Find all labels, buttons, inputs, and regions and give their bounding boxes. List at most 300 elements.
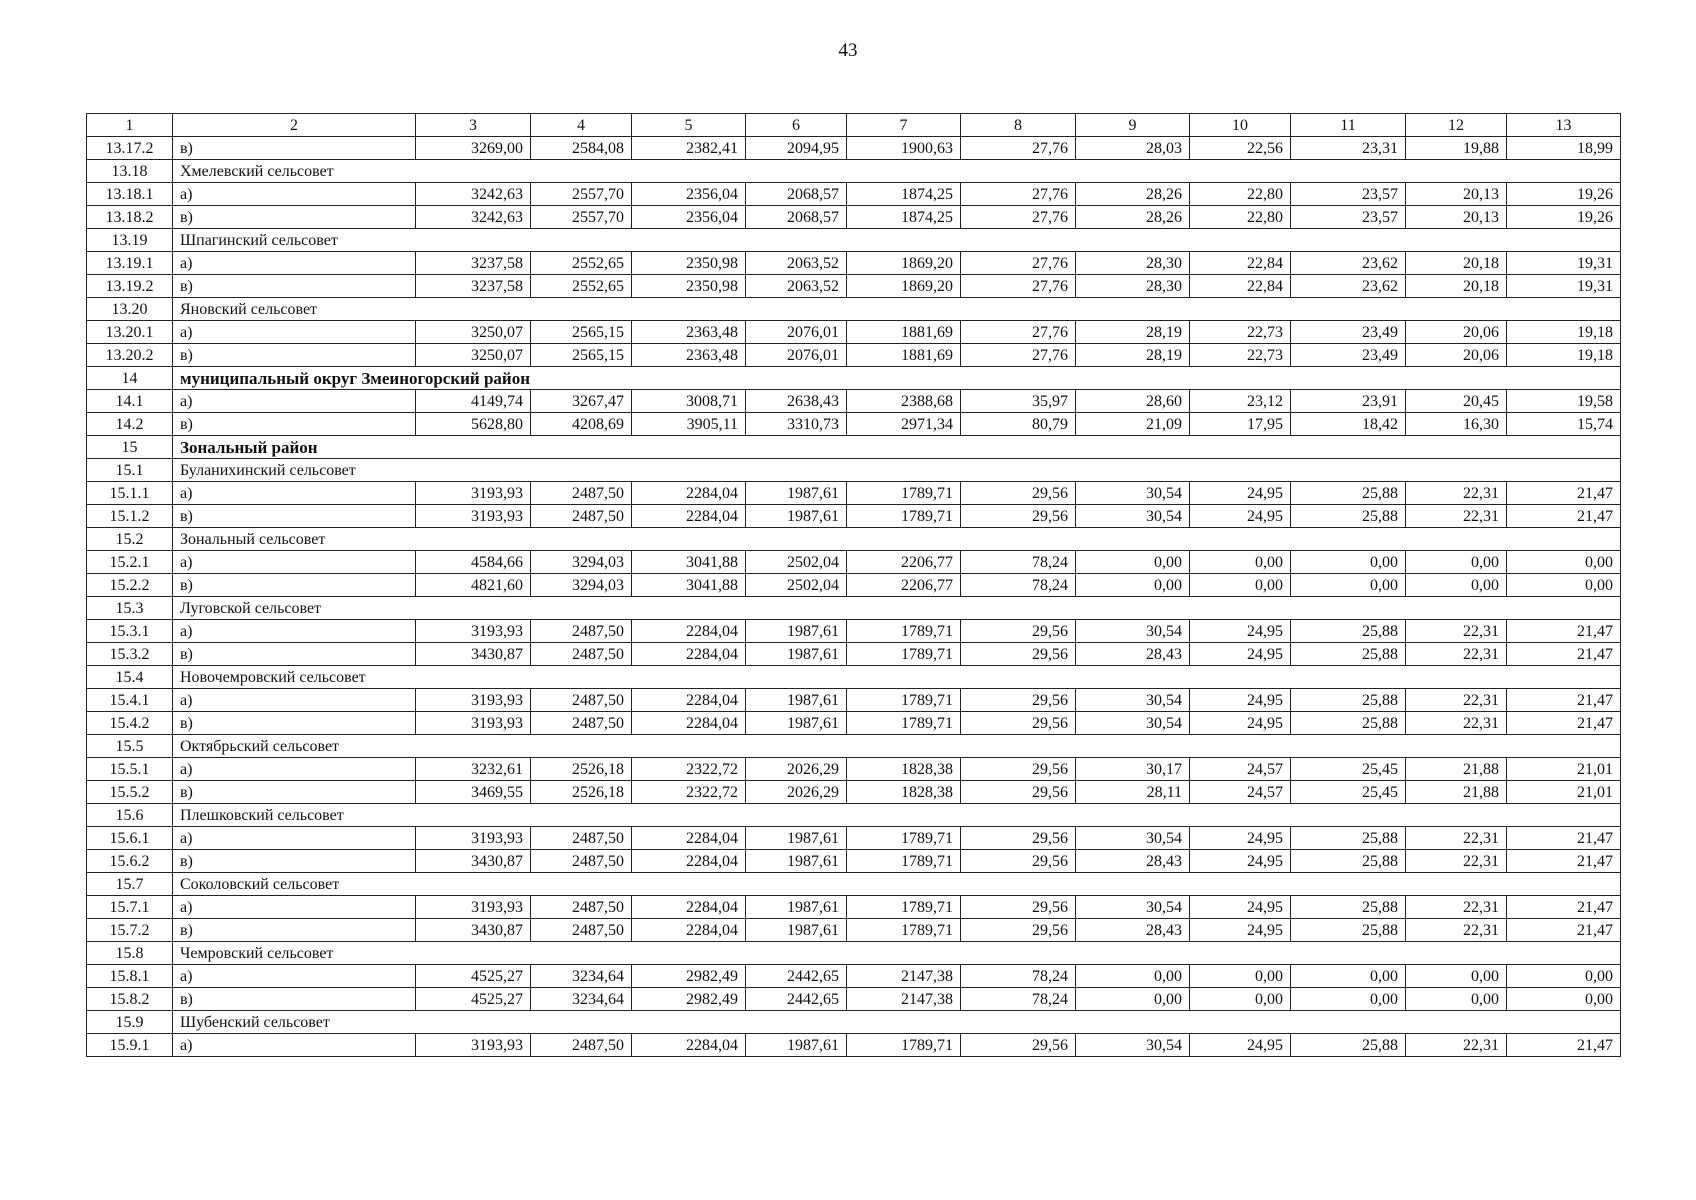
value-cell: 0,00 [1291, 988, 1406, 1011]
row-id-cell: 13.20.2 [87, 344, 173, 367]
value-cell: 3310,73 [746, 413, 847, 436]
value-cell: 0,00 [1076, 551, 1190, 574]
value-cell: 20,13 [1406, 206, 1507, 229]
row-id-cell: 15.4.2 [87, 712, 173, 735]
value-cell: 2284,04 [632, 850, 746, 873]
value-cell: 2284,04 [632, 620, 746, 643]
value-cell: 29,56 [961, 758, 1076, 781]
row-id-cell: 15.1 [87, 459, 173, 482]
row-label-cell: в) [173, 919, 416, 942]
value-cell: 19,88 [1406, 137, 1507, 160]
value-cell: 21,47 [1507, 689, 1621, 712]
value-cell: 2322,72 [632, 781, 746, 804]
value-cell: 27,76 [961, 344, 1076, 367]
table-body [87, 114, 1621, 1057]
value-cell: 21,47 [1507, 1034, 1621, 1057]
value-cell: 1987,61 [746, 712, 847, 735]
value-cell: 30,54 [1076, 620, 1190, 643]
value-cell: 1874,25 [847, 183, 961, 206]
value-cell: 0,00 [1507, 551, 1621, 574]
value-cell: 21,47 [1507, 827, 1621, 850]
row-id-cell: 14.2 [87, 413, 173, 436]
value-cell: 21,47 [1507, 620, 1621, 643]
value-cell: 2063,52 [746, 275, 847, 298]
value-cell: 2526,18 [531, 781, 632, 804]
column-number-cell: 8 [961, 114, 1076, 137]
group-title-cell: Зональный сельсовет [173, 528, 1621, 551]
value-cell: 2502,04 [746, 551, 847, 574]
row-id-cell: 15.9 [87, 1011, 173, 1034]
value-cell: 1789,71 [847, 505, 961, 528]
row-label-cell: а) [173, 965, 416, 988]
value-cell: 24,95 [1190, 620, 1291, 643]
value-cell: 3242,63 [416, 183, 531, 206]
value-cell: 80,79 [961, 413, 1076, 436]
value-cell: 30,54 [1076, 689, 1190, 712]
value-cell: 78,24 [961, 574, 1076, 597]
table-row [87, 413, 1621, 436]
value-cell: 2206,77 [847, 551, 961, 574]
column-number-cell: 2 [173, 114, 416, 137]
table-row [87, 643, 1621, 666]
value-cell: 2284,04 [632, 482, 746, 505]
value-cell: 1881,69 [847, 321, 961, 344]
value-cell: 35,97 [961, 390, 1076, 413]
value-cell: 28,30 [1076, 275, 1190, 298]
column-number-cell: 10 [1190, 114, 1291, 137]
value-cell: 30,54 [1076, 1034, 1190, 1057]
value-cell: 2487,50 [531, 850, 632, 873]
value-cell: 0,00 [1190, 574, 1291, 597]
value-cell: 30,54 [1076, 827, 1190, 850]
value-cell: 23,57 [1291, 183, 1406, 206]
column-number-cell: 4 [531, 114, 632, 137]
value-cell: 30,17 [1076, 758, 1190, 781]
value-cell: 20,06 [1406, 321, 1507, 344]
value-cell: 16,30 [1406, 413, 1507, 436]
value-cell: 2026,29 [746, 781, 847, 804]
table-row [87, 850, 1621, 873]
value-cell: 3041,88 [632, 574, 746, 597]
group-title-cell: Соколовский сельсовет [173, 873, 1621, 896]
value-cell: 2094,95 [746, 137, 847, 160]
value-cell: 0,00 [1507, 988, 1621, 1011]
section-row [87, 367, 1621, 390]
value-cell: 2487,50 [531, 620, 632, 643]
value-cell: 1789,71 [847, 827, 961, 850]
section-row [87, 436, 1621, 459]
value-cell: 25,88 [1291, 850, 1406, 873]
value-cell: 23,57 [1291, 206, 1406, 229]
group-row [87, 666, 1621, 689]
value-cell: 0,00 [1190, 965, 1291, 988]
group-title-cell: Шубенский сельсовет [173, 1011, 1621, 1034]
value-cell: 2363,48 [632, 321, 746, 344]
value-cell: 21,88 [1406, 758, 1507, 781]
table-row [87, 919, 1621, 942]
value-cell: 1987,61 [746, 896, 847, 919]
table-row [87, 574, 1621, 597]
value-cell: 19,18 [1507, 344, 1621, 367]
value-cell: 0,00 [1291, 965, 1406, 988]
value-cell: 1789,71 [847, 896, 961, 919]
value-cell: 2076,01 [746, 321, 847, 344]
value-cell: 27,76 [961, 206, 1076, 229]
value-cell: 4149,74 [416, 390, 531, 413]
value-cell: 22,84 [1190, 275, 1291, 298]
row-label-cell: в) [173, 275, 416, 298]
value-cell: 1789,71 [847, 919, 961, 942]
value-cell: 1900,63 [847, 137, 961, 160]
table-row [87, 781, 1621, 804]
row-id-cell: 14.1 [87, 390, 173, 413]
value-cell: 28,43 [1076, 850, 1190, 873]
value-cell: 27,76 [961, 137, 1076, 160]
value-cell: 2487,50 [531, 643, 632, 666]
value-cell: 3267,47 [531, 390, 632, 413]
value-cell: 27,76 [961, 275, 1076, 298]
row-id-cell: 15.7.2 [87, 919, 173, 942]
table-row [87, 827, 1621, 850]
value-cell: 2284,04 [632, 712, 746, 735]
value-cell: 2526,18 [531, 758, 632, 781]
value-cell: 20,45 [1406, 390, 1507, 413]
value-cell: 23,62 [1291, 252, 1406, 275]
row-label-cell: в) [173, 137, 416, 160]
row-label-cell: а) [173, 551, 416, 574]
row-id-cell: 15.1.1 [87, 482, 173, 505]
group-row [87, 942, 1621, 965]
value-cell: 2284,04 [632, 505, 746, 528]
value-cell: 29,56 [961, 850, 1076, 873]
value-cell: 28,26 [1076, 183, 1190, 206]
table-row [87, 482, 1621, 505]
value-cell: 0,00 [1406, 965, 1507, 988]
column-number-cell: 5 [632, 114, 746, 137]
row-id-cell: 13.20 [87, 298, 173, 321]
value-cell: 2284,04 [632, 689, 746, 712]
value-cell: 1789,71 [847, 482, 961, 505]
column-number-cell: 3 [416, 114, 531, 137]
value-cell: 21,47 [1507, 896, 1621, 919]
value-cell: 2026,29 [746, 758, 847, 781]
row-label-cell: в) [173, 574, 416, 597]
value-cell: 3193,93 [416, 827, 531, 850]
value-cell: 2442,65 [746, 965, 847, 988]
row-id-cell: 15.6.1 [87, 827, 173, 850]
value-cell: 2565,15 [531, 321, 632, 344]
column-number-cell: 1 [87, 114, 173, 137]
value-cell: 22,73 [1190, 321, 1291, 344]
value-cell: 2382,41 [632, 137, 746, 160]
row-id-cell: 15.2.2 [87, 574, 173, 597]
value-cell: 18,42 [1291, 413, 1406, 436]
value-cell: 25,88 [1291, 896, 1406, 919]
row-id-cell: 15.2 [87, 528, 173, 551]
value-cell: 29,56 [961, 505, 1076, 528]
value-cell: 1789,71 [847, 1034, 961, 1057]
row-label-cell: а) [173, 321, 416, 344]
row-id-cell: 13.17.2 [87, 137, 173, 160]
value-cell: 22,31 [1406, 919, 1507, 942]
row-label-cell: в) [173, 505, 416, 528]
value-cell: 1789,71 [847, 689, 961, 712]
value-cell: 28,30 [1076, 252, 1190, 275]
value-cell: 3469,55 [416, 781, 531, 804]
value-cell: 25,88 [1291, 712, 1406, 735]
row-label-cell: а) [173, 896, 416, 919]
group-row [87, 873, 1621, 896]
value-cell: 2442,65 [746, 988, 847, 1011]
value-cell: 0,00 [1190, 988, 1291, 1011]
value-cell: 20,06 [1406, 344, 1507, 367]
page-number: 43 [838, 40, 858, 61]
value-cell: 3041,88 [632, 551, 746, 574]
group-title-cell: Октябрьский сельсовет [173, 735, 1621, 758]
value-cell: 19,31 [1507, 275, 1621, 298]
value-cell: 2982,49 [632, 988, 746, 1011]
value-cell: 1869,20 [847, 252, 961, 275]
value-cell: 22,80 [1190, 183, 1291, 206]
value-cell: 19,18 [1507, 321, 1621, 344]
value-cell: 2487,50 [531, 896, 632, 919]
row-id-cell: 15.6.2 [87, 850, 173, 873]
value-cell: 3294,03 [531, 551, 632, 574]
row-label-cell: а) [173, 183, 416, 206]
row-label-cell: в) [173, 643, 416, 666]
row-id-cell: 13.20.1 [87, 321, 173, 344]
value-cell: 30,54 [1076, 712, 1190, 735]
table-row [87, 758, 1621, 781]
value-cell: 29,56 [961, 482, 1076, 505]
value-cell: 23,49 [1291, 344, 1406, 367]
value-cell: 29,56 [961, 620, 1076, 643]
value-cell: 22,31 [1406, 850, 1507, 873]
row-label-cell: в) [173, 712, 416, 735]
value-cell: 24,95 [1190, 712, 1291, 735]
value-cell: 2565,15 [531, 344, 632, 367]
value-cell: 22,73 [1190, 344, 1291, 367]
value-cell: 2584,08 [531, 137, 632, 160]
value-cell: 25,88 [1291, 482, 1406, 505]
group-title-cell: Плешковский сельсовет [173, 804, 1621, 827]
value-cell: 2487,50 [531, 689, 632, 712]
value-cell: 29,56 [961, 689, 1076, 712]
value-cell: 2350,98 [632, 275, 746, 298]
row-label-cell: в) [173, 988, 416, 1011]
value-cell: 21,47 [1507, 643, 1621, 666]
value-cell: 17,95 [1190, 413, 1291, 436]
row-id-cell: 15.5.2 [87, 781, 173, 804]
value-cell: 28,26 [1076, 206, 1190, 229]
value-cell: 25,88 [1291, 620, 1406, 643]
value-cell: 3234,64 [531, 988, 632, 1011]
value-cell: 23,62 [1291, 275, 1406, 298]
value-cell: 2284,04 [632, 896, 746, 919]
value-cell: 3430,87 [416, 850, 531, 873]
value-cell: 2206,77 [847, 574, 961, 597]
table-row [87, 252, 1621, 275]
value-cell: 24,95 [1190, 689, 1291, 712]
column-number-cell: 7 [847, 114, 961, 137]
value-cell: 20,18 [1406, 252, 1507, 275]
column-number-cell: 9 [1076, 114, 1190, 137]
value-cell: 3905,11 [632, 413, 746, 436]
value-cell: 3250,07 [416, 321, 531, 344]
value-cell: 23,31 [1291, 137, 1406, 160]
value-cell: 29,56 [961, 712, 1076, 735]
value-cell: 0,00 [1406, 574, 1507, 597]
group-title-cell: Хмелевский сельсовет [173, 160, 1621, 183]
group-title-cell: Шпагинский сельсовет [173, 229, 1621, 252]
value-cell: 21,01 [1507, 781, 1621, 804]
table-row [87, 275, 1621, 298]
table-row [87, 689, 1621, 712]
section-title-cell: муниципальный округ Змеиногорский район [173, 367, 1621, 390]
value-cell: 1789,71 [847, 643, 961, 666]
row-id-cell: 15.3 [87, 597, 173, 620]
value-cell: 2350,98 [632, 252, 746, 275]
value-cell: 2076,01 [746, 344, 847, 367]
value-cell: 1789,71 [847, 712, 961, 735]
value-cell: 25,88 [1291, 689, 1406, 712]
table-row [87, 712, 1621, 735]
row-id-cell: 15.9.1 [87, 1034, 173, 1057]
value-cell: 1987,61 [746, 827, 847, 850]
value-cell: 1869,20 [847, 275, 961, 298]
row-label-cell: а) [173, 620, 416, 643]
value-cell: 3237,58 [416, 275, 531, 298]
column-number-cell: 13 [1507, 114, 1621, 137]
value-cell: 27,76 [961, 252, 1076, 275]
value-cell: 3242,63 [416, 206, 531, 229]
value-cell: 3294,03 [531, 574, 632, 597]
value-cell: 25,88 [1291, 505, 1406, 528]
row-id-cell: 13.19.1 [87, 252, 173, 275]
value-cell: 2487,50 [531, 482, 632, 505]
value-cell: 1987,61 [746, 919, 847, 942]
value-cell: 2487,50 [531, 712, 632, 735]
table-row [87, 1034, 1621, 1057]
value-cell: 2982,49 [632, 965, 746, 988]
value-cell: 29,56 [961, 781, 1076, 804]
value-cell: 3232,61 [416, 758, 531, 781]
value-cell: 5628,80 [416, 413, 531, 436]
value-cell: 2971,34 [847, 413, 961, 436]
value-cell: 28,60 [1076, 390, 1190, 413]
row-id-cell: 13.18 [87, 160, 173, 183]
value-cell: 24,95 [1190, 850, 1291, 873]
value-cell: 23,12 [1190, 390, 1291, 413]
value-cell: 2356,04 [632, 183, 746, 206]
value-cell: 22,31 [1406, 689, 1507, 712]
value-cell: 2284,04 [632, 643, 746, 666]
row-id-cell: 15.8.1 [87, 965, 173, 988]
value-cell: 2552,65 [531, 252, 632, 275]
group-row [87, 1011, 1621, 1034]
value-cell: 2063,52 [746, 252, 847, 275]
value-cell: 2557,70 [531, 206, 632, 229]
section-title-cell: Зональный район [173, 436, 1621, 459]
row-label-cell: а) [173, 390, 416, 413]
value-cell: 0,00 [1190, 551, 1291, 574]
value-cell: 30,54 [1076, 505, 1190, 528]
value-cell: 1987,61 [746, 505, 847, 528]
value-cell: 3250,07 [416, 344, 531, 367]
group-row [87, 735, 1621, 758]
value-cell: 1987,61 [746, 850, 847, 873]
table-row [87, 965, 1621, 988]
row-id-cell: 15.5 [87, 735, 173, 758]
value-cell: 1987,61 [746, 482, 847, 505]
value-cell: 24,95 [1190, 896, 1291, 919]
value-cell: 3008,71 [632, 390, 746, 413]
value-cell: 21,47 [1507, 850, 1621, 873]
value-cell: 19,26 [1507, 183, 1621, 206]
value-cell: 0,00 [1406, 988, 1507, 1011]
value-cell: 1987,61 [746, 620, 847, 643]
row-id-cell: 15.7.1 [87, 896, 173, 919]
value-cell: 29,56 [961, 919, 1076, 942]
table-row [87, 321, 1621, 344]
value-cell: 2487,50 [531, 827, 632, 850]
value-cell: 25,45 [1291, 781, 1406, 804]
value-cell: 0,00 [1291, 551, 1406, 574]
value-cell: 15,74 [1507, 413, 1621, 436]
row-label-cell: а) [173, 252, 416, 275]
value-cell: 1987,61 [746, 1034, 847, 1057]
value-cell: 22,31 [1406, 643, 1507, 666]
value-cell: 3193,93 [416, 505, 531, 528]
row-label-cell: а) [173, 482, 416, 505]
group-row [87, 459, 1621, 482]
value-cell: 25,88 [1291, 1034, 1406, 1057]
value-cell: 0,00 [1076, 574, 1190, 597]
value-cell: 2068,57 [746, 183, 847, 206]
value-cell: 0,00 [1507, 574, 1621, 597]
value-cell: 25,88 [1291, 827, 1406, 850]
table-row [87, 551, 1621, 574]
value-cell: 21,09 [1076, 413, 1190, 436]
value-cell: 2284,04 [632, 919, 746, 942]
value-cell: 4525,27 [416, 988, 531, 1011]
value-cell: 1881,69 [847, 344, 961, 367]
row-id-cell: 15.7 [87, 873, 173, 896]
group-row [87, 528, 1621, 551]
row-id-cell: 15.6 [87, 804, 173, 827]
table-row [87, 206, 1621, 229]
value-cell: 4584,66 [416, 551, 531, 574]
value-cell: 3430,87 [416, 919, 531, 942]
value-cell: 0,00 [1507, 965, 1621, 988]
value-cell: 23,49 [1291, 321, 1406, 344]
value-cell: 78,24 [961, 988, 1076, 1011]
row-label-cell: а) [173, 758, 416, 781]
value-cell: 28,11 [1076, 781, 1190, 804]
row-id-cell: 15.4.1 [87, 689, 173, 712]
value-cell: 21,01 [1507, 758, 1621, 781]
group-row [87, 229, 1621, 252]
value-cell: 1789,71 [847, 850, 961, 873]
value-cell: 1874,25 [847, 206, 961, 229]
table-row [87, 620, 1621, 643]
value-cell: 24,95 [1190, 482, 1291, 505]
group-title-cell: Луговской сельсовет [173, 597, 1621, 620]
value-cell: 19,58 [1507, 390, 1621, 413]
row-id-cell: 15.1.2 [87, 505, 173, 528]
value-cell: 1828,38 [847, 781, 961, 804]
value-cell: 22,31 [1406, 482, 1507, 505]
